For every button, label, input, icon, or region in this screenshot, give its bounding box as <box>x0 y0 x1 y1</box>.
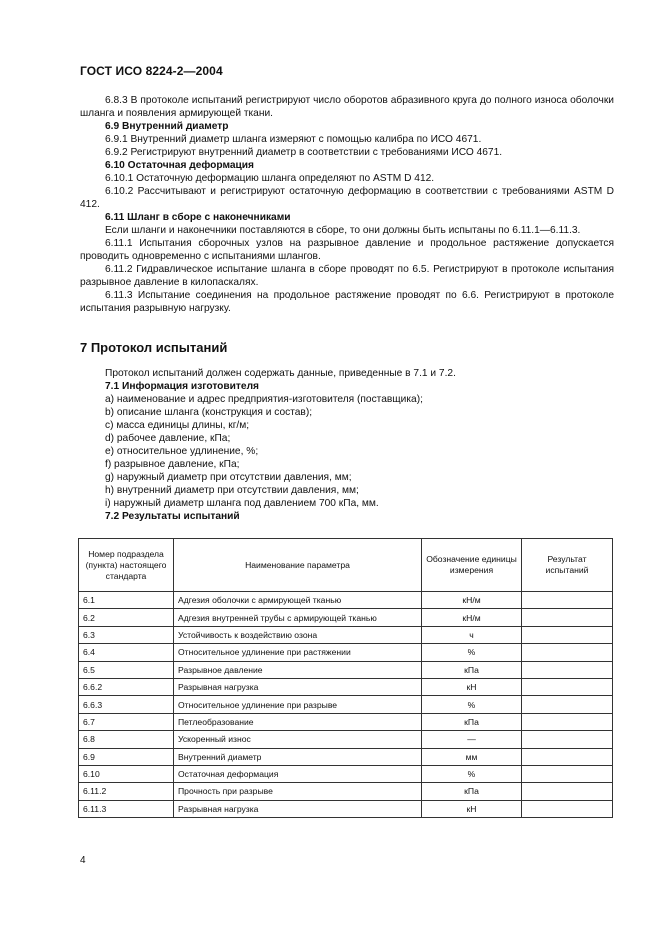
cell-parameter-name: Устойчивость к воздействию озона <box>174 626 422 643</box>
cell-parameter-name: Ускоренный износ <box>174 731 422 748</box>
heading-6-10: 6.10 Остаточная деформация <box>105 160 254 171</box>
table-row <box>79 748 613 765</box>
results-table-container <box>78 538 612 818</box>
cell-parameter-name: Петлеобразование <box>174 713 422 730</box>
cell-unit: % <box>422 765 522 782</box>
header-parameter-name: Наименование параметра <box>174 539 422 592</box>
heading-7-1: 7.1 Информация изготовителя <box>105 381 260 392</box>
cell-parameter-name: Внутренний диаметр <box>174 748 422 765</box>
cell-section-number: 6.5 <box>79 661 174 678</box>
list-item: h) внутренний диаметр при отсутствии давления, мм; <box>105 485 359 496</box>
cell-section-number: 6.9 <box>79 748 174 765</box>
section-7-title: 7 Протокол испытаний <box>80 340 228 355</box>
list-item: b) описание шланга (конструкция и состав); <box>105 407 313 418</box>
heading-6-11: 6.11 Шланг в сборе с наконечниками <box>105 212 291 223</box>
table-header-row <box>79 539 613 592</box>
list-item: i) наружный диаметр шланга под давлением 700 кПа, мм. <box>105 498 379 509</box>
cell-section-number: 6.4 <box>79 644 174 661</box>
cell-unit: кН/м <box>422 609 522 626</box>
cell-parameter-name: Адгезия внутренней трубы с армирующей тканью <box>174 609 422 626</box>
paragraph-6-10-2: 6.10.2 Рассчитывают и регистрируют остаточную деформацию в соответствии с требованиями ASTM D 412. <box>80 186 614 210</box>
cell-unit: мм <box>422 748 522 765</box>
cell-parameter-name: Относительное удлинение при разрыве <box>174 696 422 713</box>
cell-result <box>522 765 613 782</box>
cell-section-number: 6.6.2 <box>79 678 174 695</box>
list-item: g) наружный диаметр при отсутствии давления, мм; <box>105 472 352 483</box>
cell-result <box>522 644 613 661</box>
cell-result <box>522 800 613 817</box>
list-item: a) наименование и адрес предприятия-изготовителя (поставщика); <box>105 394 423 405</box>
cell-parameter-name: Разрывная нагрузка <box>174 678 422 695</box>
cell-section-number: 6.6.3 <box>79 696 174 713</box>
cell-section-number: 6.2 <box>79 609 174 626</box>
paragraph-6-11-1: 6.11.1 Испытания сборочных узлов на разрывное давление и продольное растяжение допускается проводить одновременно с испытаниями шлангов. <box>80 238 614 262</box>
table-row <box>79 696 613 713</box>
cell-section-number: 6.8 <box>79 731 174 748</box>
page-header: ГОСТ ИСО 8224-2—2004 <box>80 64 223 78</box>
header-unit: Обозначение единицы измерения <box>422 539 522 592</box>
paragraph-6-11: Если шланги и наконечники поставляются в сборе, то они должны быть испытаны по 6.11.1—6.11.3. <box>105 225 581 236</box>
cell-unit: % <box>422 644 522 661</box>
cell-parameter-name: Прочность при разрыве <box>174 783 422 800</box>
table-row <box>79 678 613 695</box>
cell-result <box>522 678 613 695</box>
table-row <box>79 661 613 678</box>
cell-unit: ч <box>422 626 522 643</box>
cell-section-number: 6.3 <box>79 626 174 643</box>
header-result: Результат испытаний <box>522 539 613 592</box>
cell-unit: — <box>422 731 522 748</box>
table-row <box>79 765 613 782</box>
paragraph-6-10-1: 6.10.1 Остаточную деформацию шланга определяют по ASTM D 412. <box>105 173 435 184</box>
list-item: c) масса единицы длины, кг/м; <box>105 420 250 431</box>
cell-result <box>522 731 613 748</box>
cell-result <box>522 626 613 643</box>
cell-result <box>522 696 613 713</box>
list-item: d) рабочее давление, кПа; <box>105 433 231 444</box>
list-item: e) относительное удлинение, %; <box>105 446 259 457</box>
section-7-intro: Протокол испытаний должен содержать данные, приведенные в 7.1 и 7.2. <box>105 368 456 379</box>
document-body <box>80 94 614 523</box>
paragraph-6-11-2: 6.11.2 Гидравлическое испытание шланга в сборе проводят по 6.5. Регистрируют в протоколе испытания разрывное давление в килопаскалях. <box>80 264 614 288</box>
heading-7-2: 7.2 Результаты испытаний <box>105 511 240 522</box>
cell-section-number: 6.1 <box>79 592 174 609</box>
header-section-number: Номер подраздела (пункта) настоящего стандарта <box>79 539 174 592</box>
list-item: f) разрывное давление, кПа; <box>105 459 240 470</box>
cell-section-number: 6.7 <box>79 713 174 730</box>
heading-6-9: 6.9 Внутренний диаметр <box>105 121 229 132</box>
table-row <box>79 731 613 748</box>
cell-parameter-name: Разрывное давление <box>174 661 422 678</box>
cell-unit: кН <box>422 678 522 695</box>
cell-unit: кПа <box>422 713 522 730</box>
cell-unit: % <box>422 696 522 713</box>
paragraph-6-9-2: 6.9.2 Регистрируют внутренний диаметр в соответствии с требованиями ИСО 4671. <box>105 147 503 158</box>
cell-parameter-name: Адгезия оболочки с армирующей тканью <box>174 592 422 609</box>
cell-result <box>522 592 613 609</box>
cell-result <box>522 661 613 678</box>
cell-section-number: 6.11.2 <box>79 783 174 800</box>
cell-unit: кПа <box>422 661 522 678</box>
cell-result <box>522 713 613 730</box>
cell-parameter-name: Разрывная нагрузка <box>174 800 422 817</box>
table-row <box>79 592 613 609</box>
table-row <box>79 800 613 817</box>
table-row <box>79 783 613 800</box>
cell-parameter-name: Относительное удлинение при растяжении <box>174 644 422 661</box>
paragraph-6-8-3: 6.8.3 В протоколе испытаний регистрируют число оборотов абразивного круга до полного износа оболочки шланга и появления армирующей ткани. <box>80 95 614 119</box>
cell-result <box>522 748 613 765</box>
cell-result <box>522 783 613 800</box>
table-row <box>79 609 613 626</box>
table-row <box>79 713 613 730</box>
table-row <box>79 626 613 643</box>
results-table <box>78 538 613 818</box>
manufacturer-info-list <box>80 393 614 510</box>
cell-section-number: 6.11.3 <box>79 800 174 817</box>
cell-parameter-name: Остаточная деформация <box>174 765 422 782</box>
cell-unit: кН <box>422 800 522 817</box>
table-row <box>79 644 613 661</box>
cell-result <box>522 609 613 626</box>
cell-section-number: 6.10 <box>79 765 174 782</box>
page-number: 4 <box>80 855 86 866</box>
paragraph-6-11-3: 6.11.3 Испытание соединения на продольное растяжение проводят по 6.6. Регистрируют в протоколе испытания разрывную нагрузку. <box>80 290 614 314</box>
cell-unit: кН/м <box>422 592 522 609</box>
paragraph-6-9-1: 6.9.1 Внутренний диаметр шланга измеряют с помощью калибра по ИСО 4671. <box>105 134 482 145</box>
cell-unit: кПа <box>422 783 522 800</box>
